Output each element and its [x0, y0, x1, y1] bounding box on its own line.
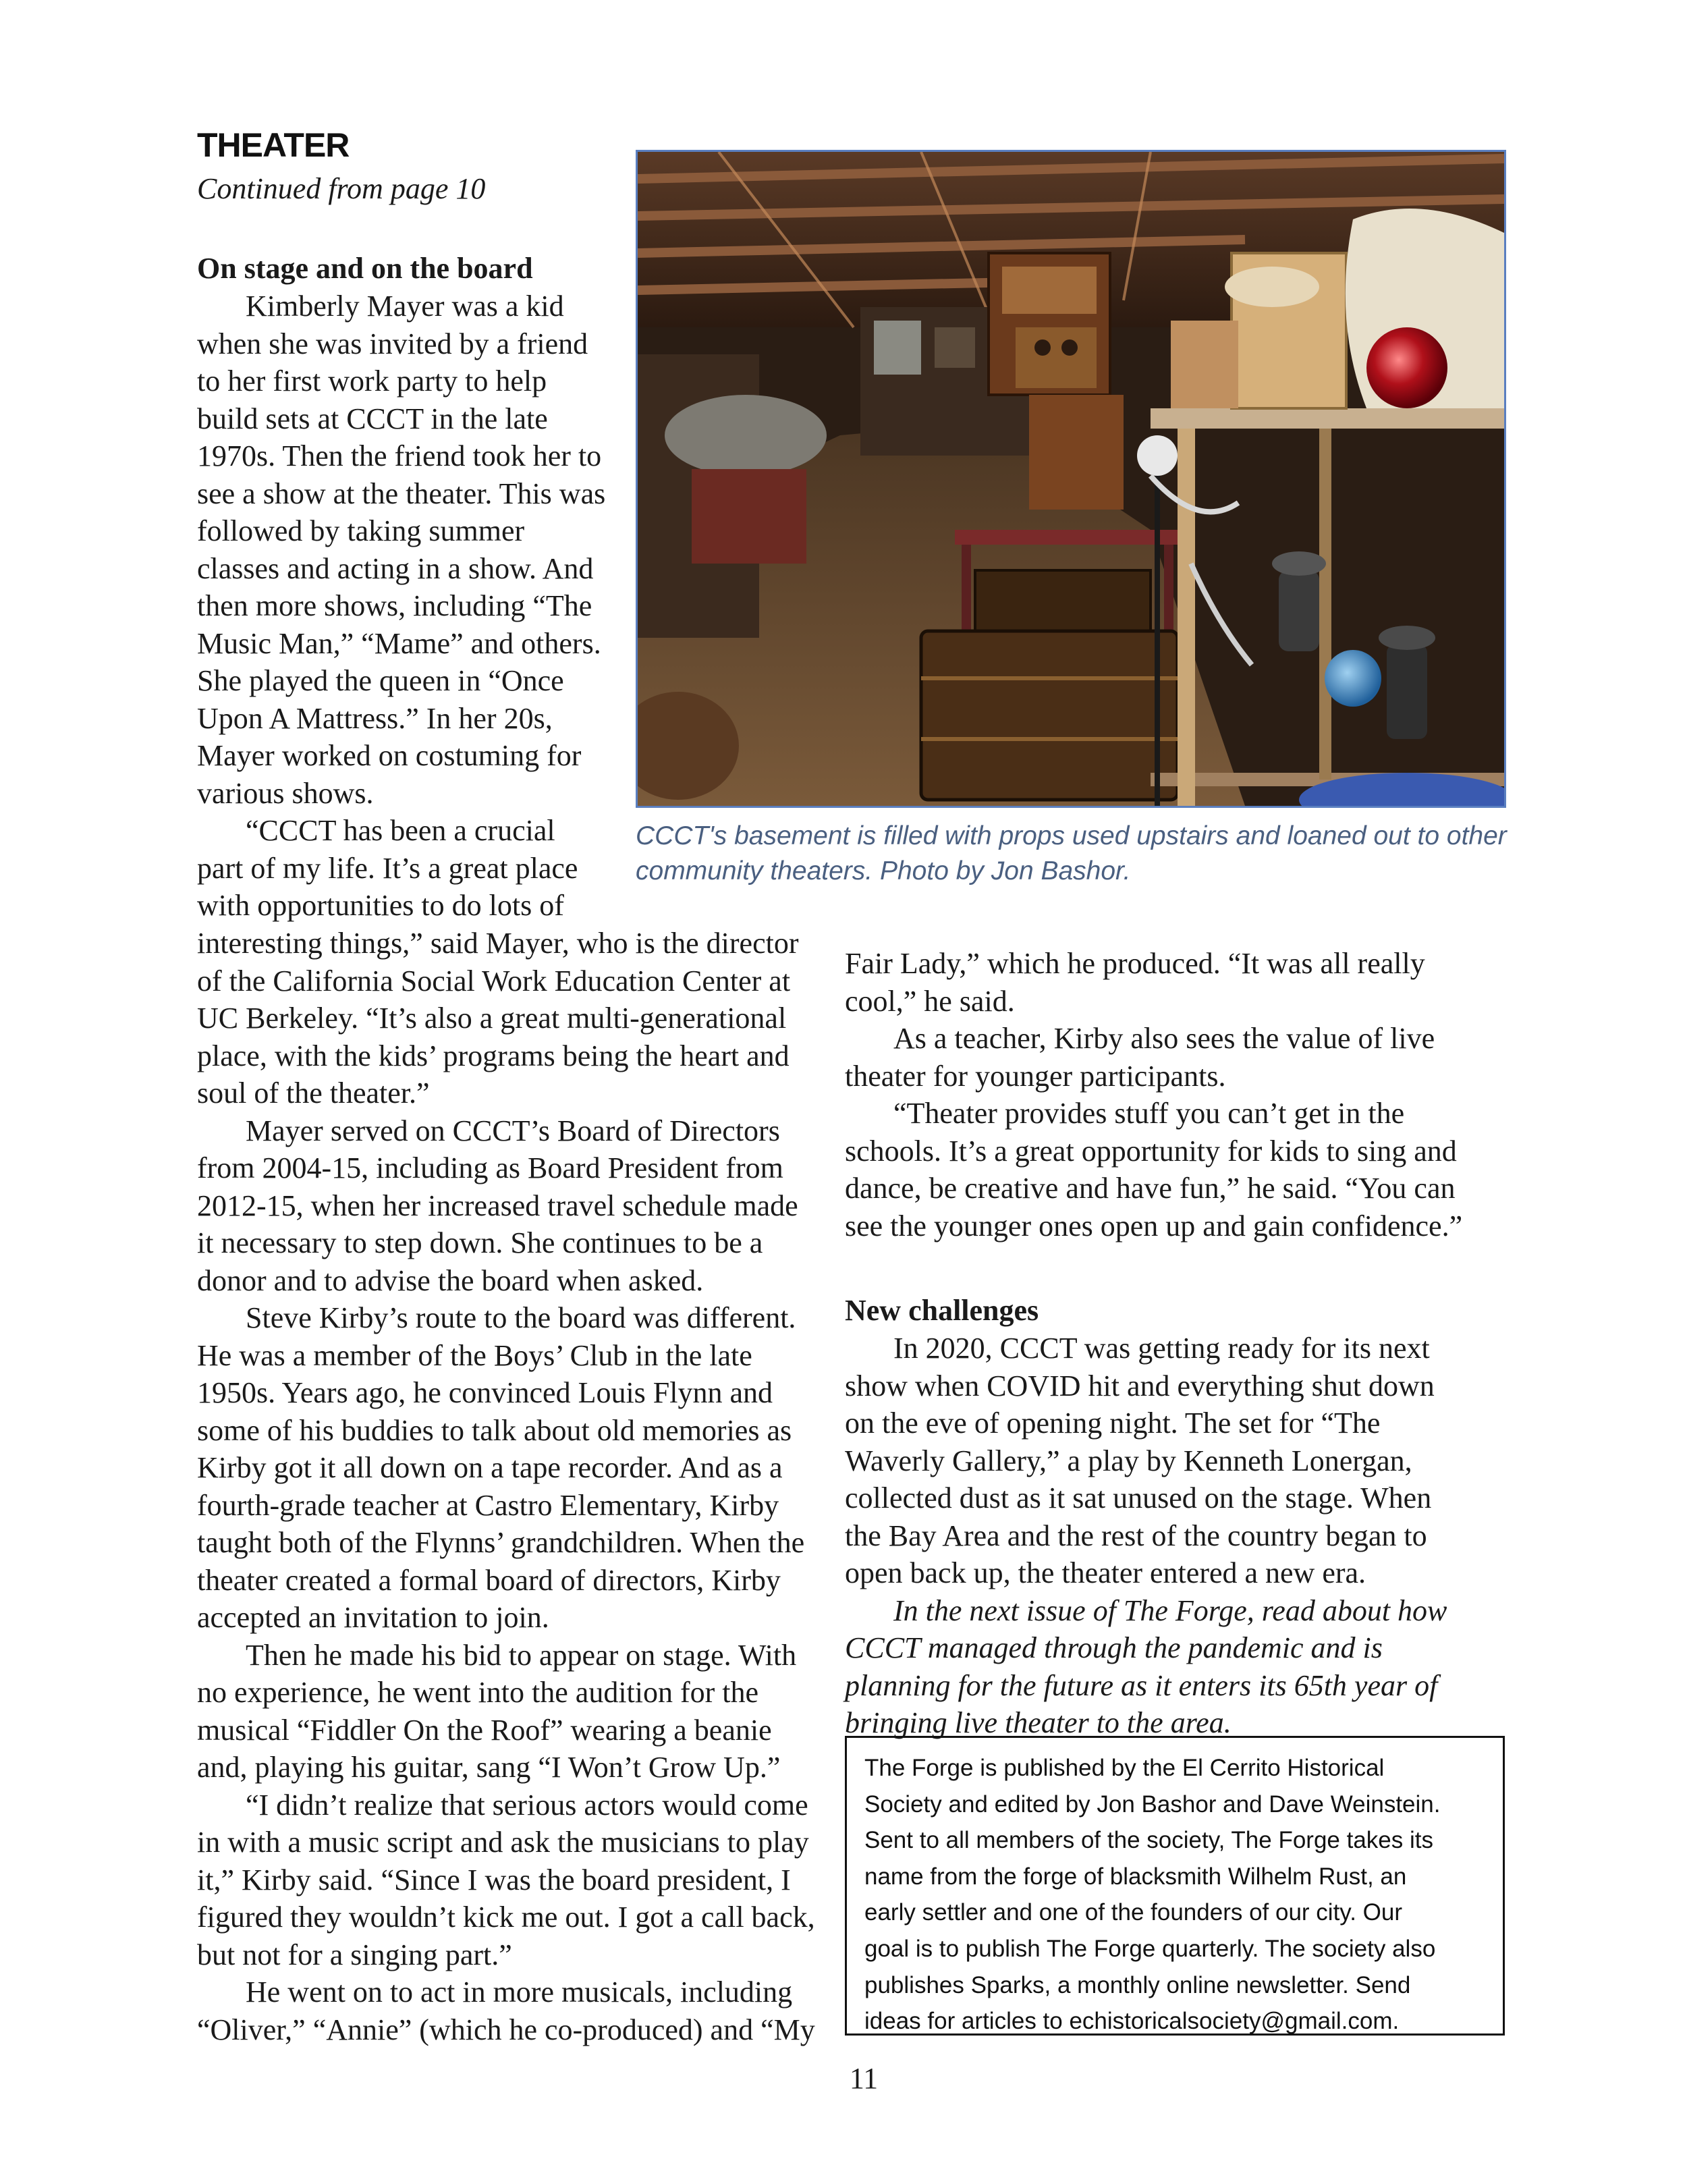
- text-line: interesting things,” said Mayer, who is the director: [197, 927, 799, 960]
- text-line: taught both of the Flynns’ grandchildren. When the: [197, 1526, 805, 1559]
- text-line: place, with the kids’ programs being the heart and: [197, 1039, 790, 1072]
- text-line: “Theater provides stuff you can’t get in the: [893, 1097, 1405, 1130]
- text-line: build sets at CCCT in the late: [197, 402, 548, 435]
- info-line: early settler and one of the founders of our city. Our: [864, 1899, 1403, 1926]
- text-line: figured they wouldn’t kick me out. I got a call back,: [197, 1901, 815, 1934]
- info-line: The Forge is published by the El Cerrito Historical: [864, 1755, 1385, 1781]
- text-line: show when COVID hit and everything shut down: [845, 1369, 1435, 1402]
- section-title: THEATER: [197, 126, 350, 164]
- text-line: on the eve of opening night. The set for “The: [845, 1407, 1381, 1440]
- text-line: it,” Kirby said. “Since I was the board president, I: [197, 1863, 791, 1896]
- publication-info-box: [845, 1736, 1505, 2036]
- text-line: He was a member of the Boys’ Club in the late: [197, 1338, 752, 1372]
- subhead-new-challenges: New challenges: [845, 1294, 1039, 1327]
- text-line: then more shows, including “The: [197, 589, 592, 622]
- basement-photo: [636, 150, 1506, 808]
- text-line: cool,” he said.: [845, 984, 1015, 1018]
- text-line: accepted an invitation to join.: [197, 1601, 549, 1634]
- text-line: dance, be creative and have fun,” he said. “You can: [845, 1172, 1456, 1205]
- text-line: 1970s. Then the friend took her to: [197, 439, 602, 472]
- text-line: Upon A Mattress.” In her 20s,: [197, 701, 553, 735]
- left-column: [197, 925, 845, 2048]
- basement-props-image: [638, 152, 1504, 806]
- text-line: musical “Fiddler On the Roof” wearing a beanie: [197, 1713, 772, 1747]
- right-column: [845, 945, 1520, 1245]
- text-line: some of his buddies to talk about old memories as: [197, 1413, 792, 1447]
- text-line: Kirby got it all down on a tape recorder. And as a: [197, 1451, 783, 1484]
- text-line: donor and to advise the board when asked.: [197, 1263, 704, 1297]
- info-line: Sent to all members of the society, The Forge takes its: [864, 1827, 1433, 1854]
- text-line: Mayer worked on costuming for: [197, 739, 582, 772]
- text-line: Kimberly Mayer was a kid: [246, 290, 564, 323]
- text-line: In 2020, CCCT was getting ready for its next: [893, 1332, 1430, 1365]
- text-line: from 2004-15, including as Board President from: [197, 1151, 783, 1184]
- text-line: fourth-grade teacher at Castro Elementary, Kirby: [197, 1488, 779, 1522]
- text-line: but not for a singing part.”: [197, 1938, 512, 1971]
- text-line: see a show at the theater. This was: [197, 476, 606, 510]
- text-line: and, playing his guitar, sang “I Won’t Grow Up.”: [197, 1751, 781, 1784]
- text-line: when she was invited by a friend: [197, 327, 588, 360]
- text-line: theater created a formal board of directors, Kirby: [197, 1563, 781, 1597]
- text-line: in with a music script and ask the musicians to play: [197, 1826, 809, 1859]
- text-line: Waverly Gallery,” a play by Kenneth Lonergan,: [845, 1444, 1412, 1477]
- text-line: 1950s. Years ago, he convinced Louis Flynn and: [197, 1376, 773, 1409]
- text-line: UC Berkeley. “It’s also a great multi-generational: [197, 1002, 787, 1035]
- text-line: Then he made his bid to appear on stage. With: [246, 1638, 797, 1672]
- text-line: CCCT managed through the pandemic and is: [845, 1631, 1383, 1664]
- text-line: part of my life. It’s a great place: [197, 851, 578, 885]
- info-line: goal is to publish The Forge quarterly. The society also: [864, 1935, 1436, 1962]
- text-line: soul of the theater.”: [197, 1076, 430, 1110]
- text-line: “CCCT has been a crucial: [246, 814, 555, 847]
- text-line: 2012-15, when her increased travel schedule made: [197, 1189, 798, 1222]
- text-line: bringing live theater to the area.: [845, 1706, 1232, 1739]
- text-line: planning for the future as it enters its 65th year of: [845, 1668, 1438, 1702]
- text-line: open back up, the theater entered a new era.: [845, 1556, 1366, 1589]
- text-line: various shows.: [197, 776, 374, 810]
- subhead-on-stage: On stage and on the board: [197, 252, 533, 285]
- info-line: name from the forge of blacksmith Wilhelm Rust, an: [864, 1863, 1407, 1890]
- text-line: the Bay Area and the rest of the country began to: [845, 1519, 1427, 1552]
- right-column-2: [845, 1330, 1520, 1742]
- continued-from: Continued from page 10: [197, 172, 486, 205]
- text-line: theater for younger participants.: [845, 1059, 1226, 1093]
- text-line: As a teacher, Kirby also sees the value of live: [893, 1022, 1435, 1055]
- photo-caption: CCCT's basement is filled with props used upstairs and loaned out to other community theaters. Photo by Jon Bashor.: [636, 821, 1507, 885]
- text-line: to her first work party to help: [197, 364, 547, 398]
- page-number: 11: [849, 2062, 879, 2095]
- text-line: of the California Social Work Education Center at: [197, 964, 791, 998]
- text-line: “Oliver,” “Annie” (which he co-produced) and “My: [197, 2013, 815, 2046]
- text-line: Steve Kirby’s route to the board was different.: [246, 1301, 796, 1334]
- narrow-column: [197, 288, 629, 925]
- text-line: Mayer served on CCCT’s Board of Directors: [246, 1114, 780, 1147]
- text-line: with opportunities to do lots of: [197, 889, 564, 922]
- info-line: publishes Sparks, a monthly online newsletter. Send: [864, 1971, 1411, 1998]
- info-line: ideas for articles to echistoricalsociety@gmail.com.: [864, 2008, 1400, 2035]
- text-line: She played the queen in “Once: [197, 664, 564, 697]
- text-line: “I didn’t realize that serious actors would come: [246, 1788, 808, 1822]
- text-line: collected dust as it sat unused on the stage. When: [845, 1481, 1432, 1514]
- info-line: Society and edited by Jon Bashor and Dave Weinstein.: [864, 1791, 1441, 1818]
- text-line: it necessary to step down. She continues to be a: [197, 1226, 763, 1259]
- text-line: He went on to act in more musicals, including: [246, 1975, 793, 2009]
- text-line: Fair Lady,” which he produced. “It was all really: [845, 947, 1425, 980]
- text-line: In the next issue of The Forge, read about how: [893, 1593, 1447, 1627]
- text-line: see the younger ones open up and gain confidence.”: [845, 1209, 1463, 1243]
- text-line: Music Man,” “Mame” and others.: [197, 626, 601, 660]
- text-line: schools. It’s a great opportunity for kids to sing and: [845, 1134, 1457, 1168]
- text-line: followed by taking summer: [197, 514, 525, 547]
- text-line: no experience, he went into the audition for the: [197, 1676, 759, 1709]
- text-line: classes and acting in a show. And: [197, 551, 594, 585]
